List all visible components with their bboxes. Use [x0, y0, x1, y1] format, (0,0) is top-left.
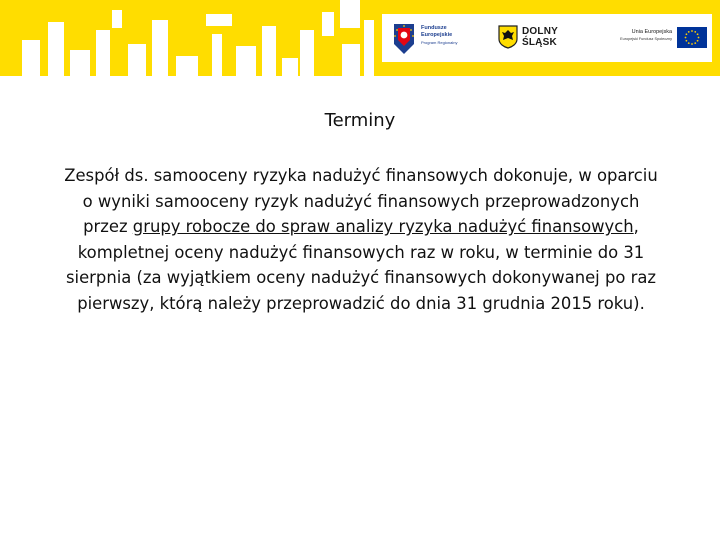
- decorative-pattern: [0, 0, 380, 76]
- body-paragraph: [58, 163, 664, 317]
- unia-line1: Unia Europejska: [631, 29, 672, 35]
- header-banner: [0, 0, 720, 76]
- dolny-line2: ŚLĄSK: [522, 37, 557, 48]
- eu-flag-icon: [677, 27, 707, 48]
- dolny-slask-logo: [498, 25, 578, 51]
- unia-europejska-text: [600, 29, 672, 43]
- unia-europejska-logo: [600, 26, 708, 52]
- eagle-crest-icon: [498, 25, 518, 49]
- paragraph-text-part2: , kompletnej oceny nadużyć finansowych raz w roku, w terminie do 31 sierpnia (za wyjątkiem oceny nadużyć finansowych dokonywanej po raz pierwszy, którą należy przeprowadzić do dnia 31 grudnia 2015 roku).: [66, 217, 656, 313]
- fundusze-europejskie-text: [421, 25, 457, 47]
- paragraph-text-part1: Zespół ds. samooceny ryzyka nadużyć finansowych dokonuje, w oparciu o wyniki samooceny ryzyk nadużyć finansowych przeprowadzonych przez: [64, 166, 658, 237]
- dolny-slask-text: [522, 26, 558, 48]
- fundusze-subtitle: Program Regionalny: [421, 40, 458, 45]
- underlined-phrase: grupy robocze do spraw analizy ryzyka nadużyć finansowych: [132, 217, 634, 237]
- logos-bar: [382, 14, 712, 62]
- fundusze-europejskie-logo-icon: [390, 22, 418, 56]
- fundusze-europejskie-logo: [390, 22, 480, 56]
- fundusze-line1: Fundusze: [421, 25, 447, 31]
- unia-subtitle: Europejski Fundusz Społeczny: [620, 37, 672, 41]
- dolny-line1: DOLNY: [522, 26, 558, 37]
- page-title: Terminy: [324, 110, 396, 131]
- fundusze-line2: Europejskie: [421, 31, 453, 38]
